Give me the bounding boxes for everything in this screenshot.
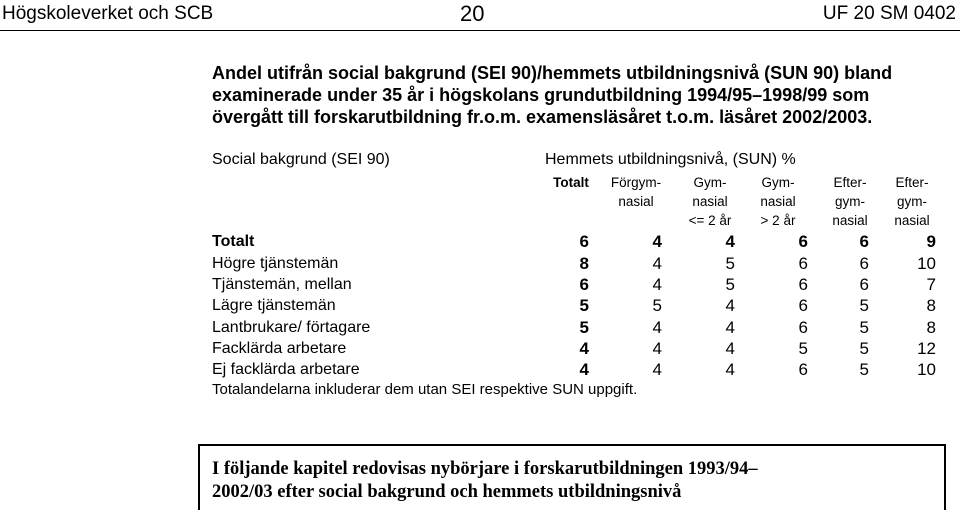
table-footnote: Totalandelarna inkluderar dem utan SEI respektive SUN uppgift. (212, 381, 638, 398)
header-page-number: 20 (460, 1, 485, 26)
table-cell: 8 (579, 254, 589, 273)
column-header-5: Efter- gym- nasial (894, 175, 930, 228)
table-cell: 10 (917, 360, 936, 379)
chapter-intro-line-2: 2002/03 efter social bakgrund och hemmets utbildningsnivå (212, 482, 682, 502)
chapter-intro-line-1: I följande kapitel redovisas nybörjare i forskarutbildningen 1993/94– (212, 459, 758, 479)
table-cell: 5 (579, 318, 589, 337)
row-label: Tjänstemän, mellan (212, 276, 352, 293)
column-group-label: Hemmets utbildningsnivå, (SUN) % (545, 151, 796, 168)
table-cell: 5 (798, 339, 808, 358)
row-label: Lantbrukare/ förtagare (212, 319, 371, 336)
table-cell: 6 (859, 254, 869, 273)
table-cell: 8 (926, 296, 936, 315)
table-cell: 6 (798, 232, 808, 251)
header-rule (0, 30, 960, 31)
row-label: Facklärda arbetare (212, 340, 347, 357)
chapter-intro-box (198, 444, 946, 510)
table-cell: 5 (859, 318, 869, 337)
table-cell: 12 (917, 339, 936, 358)
table-cell: 6 (859, 232, 869, 251)
column-header-2: Gym- nasial <= 2 år (688, 175, 732, 228)
table-cell: 4 (725, 296, 735, 315)
column-header-4: Efter- gym- nasial (832, 175, 868, 228)
table-cell: 10 (917, 254, 936, 273)
table-cell: 4 (725, 232, 735, 251)
table-cell: 6 (798, 296, 808, 315)
header-publisher: Högskoleverket och SCB (2, 3, 214, 24)
column-header-0: Totalt (553, 175, 589, 190)
table-cell: 4 (652, 232, 662, 251)
table-cell: 6 (579, 232, 589, 251)
table-cell: 4 (652, 318, 662, 337)
row-label: Högre tjänstemän (212, 255, 339, 272)
table-cell: 5 (579, 296, 589, 315)
table-cell: 9 (926, 232, 936, 251)
table-cell: 4 (652, 254, 662, 273)
column-header-1: Förgym- nasial (610, 175, 662, 209)
table-title: Andel utifrån social bakgrund (SEI 90)/hemmets utbildningsnivå (SUN 90) bland examinerade under 35 år i högskolans grundutbildning 1994/95–1998/99 som övergått till forskarutbildning fr.o.m. examensläsåret t.o.m. läsåret 2002/2003. (212, 63, 893, 127)
table-cell: 6 (859, 275, 869, 294)
table-cell: 8 (926, 318, 936, 337)
page-header (0, 0, 960, 30)
table-cell: 5 (652, 296, 662, 315)
table-cell: 5 (859, 339, 869, 358)
table-cell: 6 (798, 254, 808, 273)
table-cell: 4 (725, 339, 735, 358)
column-header-3: Gym- nasial > 2 år (760, 175, 796, 228)
row-label: Lägre tjänstemän (212, 297, 336, 314)
table-cell: 5 (725, 275, 735, 294)
table-cell: 4 (579, 339, 589, 358)
chapter-intro-text (212, 458, 932, 504)
table-cell: 4 (652, 339, 662, 358)
table-cell: 4 (652, 275, 662, 294)
table-cell: 4 (579, 360, 589, 379)
row-header-label: Social bakgrund (SEI 90) (212, 151, 390, 168)
table-cell: 6 (798, 275, 808, 294)
header-report-id: UF 20 SM 0402 (822, 3, 956, 24)
table-cell: 4 (725, 360, 735, 379)
table-cell: 4 (725, 318, 735, 337)
table-cell: 6 (798, 360, 808, 379)
table-cell: 5 (859, 360, 869, 379)
table-cell: 6 (798, 318, 808, 337)
table-cell: 7 (926, 275, 936, 294)
row-label: Totalt (212, 233, 255, 250)
row-label: Ej facklärda arbetare (212, 361, 360, 378)
table-cell: 5 (725, 254, 735, 273)
table-cell: 4 (652, 360, 662, 379)
table-cell: 5 (859, 296, 869, 315)
table-cell: 6 (579, 275, 589, 294)
